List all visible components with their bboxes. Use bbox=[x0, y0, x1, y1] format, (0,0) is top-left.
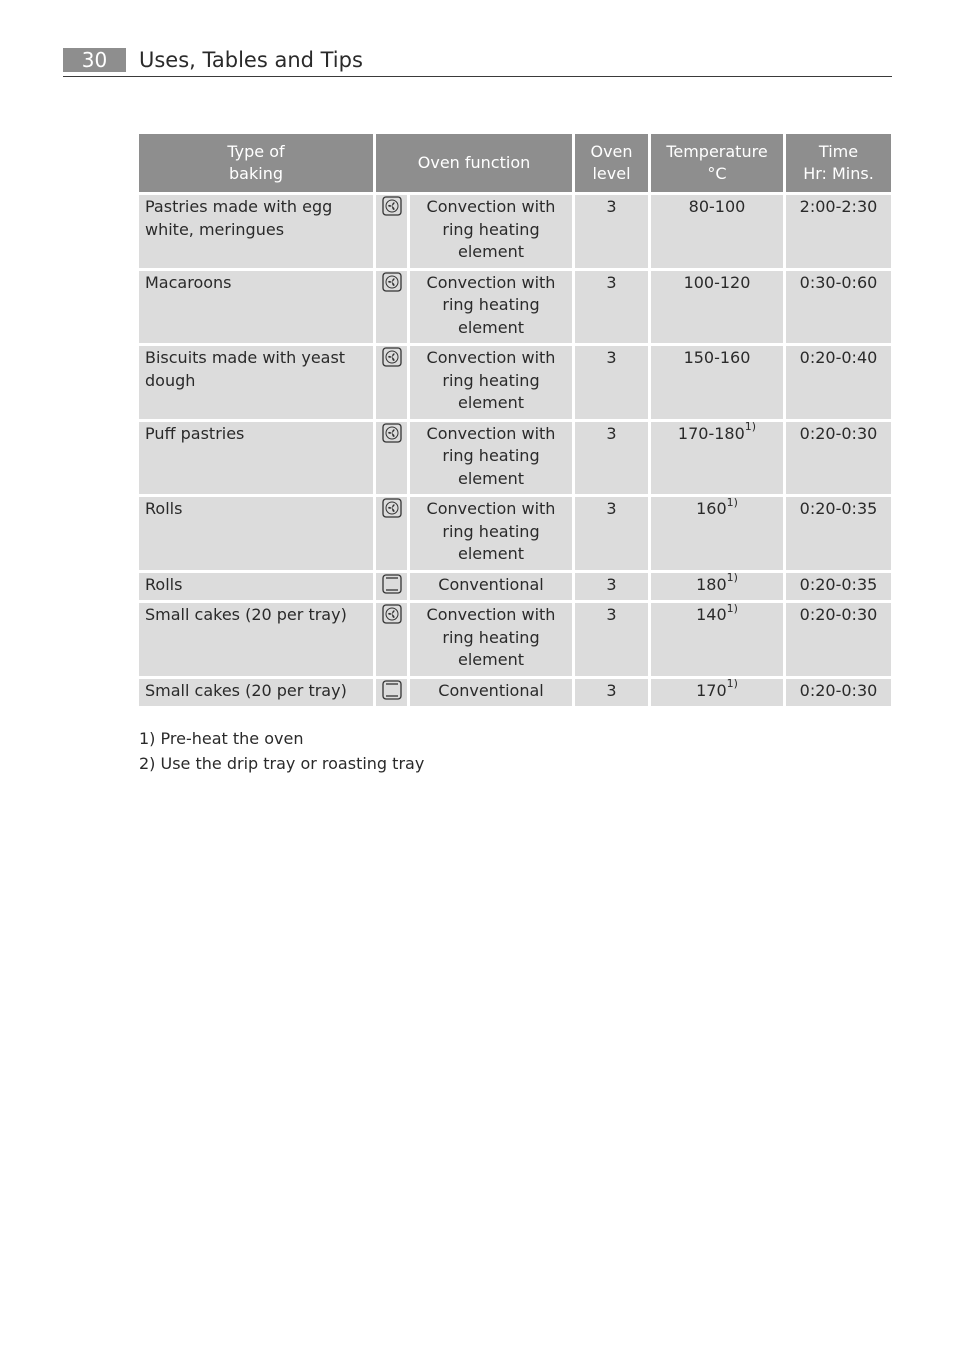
col-header-type-line1: Type of bbox=[227, 142, 285, 161]
temperature-value: 170 bbox=[696, 680, 727, 700]
table-row bbox=[139, 195, 891, 271]
cell-function-icon bbox=[376, 573, 410, 604]
page-header bbox=[63, 46, 892, 77]
cell-function-icon bbox=[376, 497, 410, 573]
temperature-footnote-marker: 1) bbox=[726, 601, 738, 615]
cell-oven-function: Conventional bbox=[410, 573, 575, 604]
cell-function-icon bbox=[376, 271, 410, 347]
temperature-value: 100-120 bbox=[683, 272, 751, 292]
cell-oven-level: 3 bbox=[575, 346, 651, 422]
cell-temperature bbox=[651, 271, 786, 347]
table-row bbox=[139, 271, 891, 347]
table-row bbox=[139, 603, 891, 679]
table-header-row bbox=[139, 134, 891, 195]
table-body bbox=[139, 195, 891, 709]
table-row bbox=[139, 497, 891, 573]
cell-time: 0:20-0:35 bbox=[786, 573, 891, 604]
baking-table bbox=[139, 134, 891, 709]
cell-oven-function: Convection with ring heating element bbox=[410, 603, 575, 679]
cell-oven-level: 3 bbox=[575, 271, 651, 347]
cell-time: 0:20-0:40 bbox=[786, 346, 891, 422]
col-header-level bbox=[575, 134, 651, 195]
cell-oven-function: Conventional bbox=[410, 679, 575, 710]
temperature-value: 80-100 bbox=[688, 197, 746, 216]
cell-oven-level: 3 bbox=[575, 603, 651, 679]
convection-fan-icon bbox=[382, 196, 401, 216]
cell-baking-type: Macaroons bbox=[139, 271, 376, 347]
col-header-time-line1: Time bbox=[818, 142, 859, 161]
cell-baking-type: Puff pastries bbox=[139, 422, 376, 498]
cell-temperature bbox=[651, 422, 786, 498]
footnote-drip-tray: 2) Use the drip tray or roasting tray bbox=[139, 754, 425, 773]
table-row bbox=[139, 573, 891, 604]
cell-baking-type: Pastries made with egg white, meringues bbox=[139, 195, 376, 271]
cell-temperature bbox=[651, 346, 786, 422]
cell-function-icon bbox=[376, 195, 410, 271]
conventional-heat-icon bbox=[382, 680, 401, 700]
cell-time: 0:20-0:30 bbox=[786, 679, 891, 710]
temperature-value: 140 bbox=[696, 605, 727, 624]
cell-oven-level: 3 bbox=[575, 679, 651, 710]
cell-oven-function: Convection with ring heating element bbox=[410, 422, 575, 498]
section-title: Uses, Tables and Tips bbox=[139, 48, 363, 72]
cell-baking-type: Rolls bbox=[139, 573, 376, 604]
col-header-level-line1: Oven bbox=[590, 142, 633, 161]
footnotes bbox=[139, 726, 424, 776]
temperature-footnote-marker: 1) bbox=[744, 420, 757, 434]
temperature-value: 160 bbox=[696, 499, 727, 518]
col-header-temperature bbox=[651, 134, 786, 195]
cell-time: 2:00-2:30 bbox=[786, 195, 891, 271]
cell-oven-level: 3 bbox=[575, 422, 651, 498]
cell-time: 0:30-0:60 bbox=[786, 271, 891, 347]
cell-function-icon bbox=[376, 422, 410, 498]
col-header-time bbox=[786, 134, 891, 195]
cell-temperature bbox=[651, 679, 786, 710]
temperature-footnote-marker: 1) bbox=[726, 571, 738, 585]
convection-fan-icon bbox=[382, 423, 401, 443]
temperature-value: 180 bbox=[696, 574, 727, 594]
convection-fan-icon bbox=[382, 347, 401, 367]
cell-temperature bbox=[651, 497, 786, 573]
cell-baking-type: Rolls bbox=[139, 497, 376, 573]
col-header-type-line2: baking bbox=[229, 164, 283, 183]
cell-temperature bbox=[651, 195, 786, 271]
cell-oven-function: Convection with ring heating element bbox=[410, 497, 575, 573]
cell-oven-function: Convection with ring heating element bbox=[410, 271, 575, 347]
cell-time: 0:20-0:30 bbox=[786, 603, 891, 679]
temperature-footnote-marker: 1) bbox=[726, 677, 738, 691]
cell-baking-type: Biscuits made with yeast dough bbox=[139, 346, 376, 422]
col-header-function-label: Oven function bbox=[417, 153, 531, 172]
col-header-level-line2: level bbox=[592, 164, 631, 183]
cell-baking-type: Small cakes (20 per tray) bbox=[139, 603, 376, 679]
cell-temperature bbox=[651, 573, 786, 604]
convection-fan-icon bbox=[382, 498, 401, 518]
temperature-value: 170-180 bbox=[677, 423, 745, 443]
cell-oven-level: 3 bbox=[575, 497, 651, 573]
cell-oven-function: Convection with ring heating element bbox=[410, 346, 575, 422]
conventional-heat-icon bbox=[382, 574, 401, 594]
convection-fan-icon bbox=[382, 604, 401, 624]
cell-time: 0:20-0:30 bbox=[786, 422, 891, 498]
table-row bbox=[139, 422, 891, 498]
cell-oven-level: 3 bbox=[575, 573, 651, 604]
col-header-temp-line1: Temperature bbox=[666, 142, 768, 161]
cell-temperature bbox=[651, 603, 786, 679]
cell-oven-function: Convection with ring heating element bbox=[410, 195, 575, 271]
cell-oven-level: 3 bbox=[575, 195, 651, 271]
convection-fan-icon bbox=[382, 272, 401, 292]
temperature-value: 150-160 bbox=[683, 348, 751, 367]
col-header-time-line2: Hr: Mins. bbox=[803, 164, 874, 183]
cell-function-icon bbox=[376, 603, 410, 679]
col-header-type bbox=[139, 134, 376, 195]
page-number: 30 bbox=[63, 48, 126, 72]
table-row bbox=[139, 346, 891, 422]
cell-function-icon bbox=[376, 679, 410, 710]
cell-baking-type: Small cakes (20 per tray) bbox=[139, 679, 376, 710]
cell-time: 0:20-0:35 bbox=[786, 497, 891, 573]
footnote-preheat: 1) Pre-heat the oven bbox=[139, 729, 304, 748]
col-header-function bbox=[376, 134, 575, 195]
temperature-footnote-marker: 1) bbox=[726, 495, 738, 509]
col-header-temp-line2: °C bbox=[707, 164, 727, 183]
table-row bbox=[139, 679, 891, 710]
cell-function-icon bbox=[376, 346, 410, 422]
